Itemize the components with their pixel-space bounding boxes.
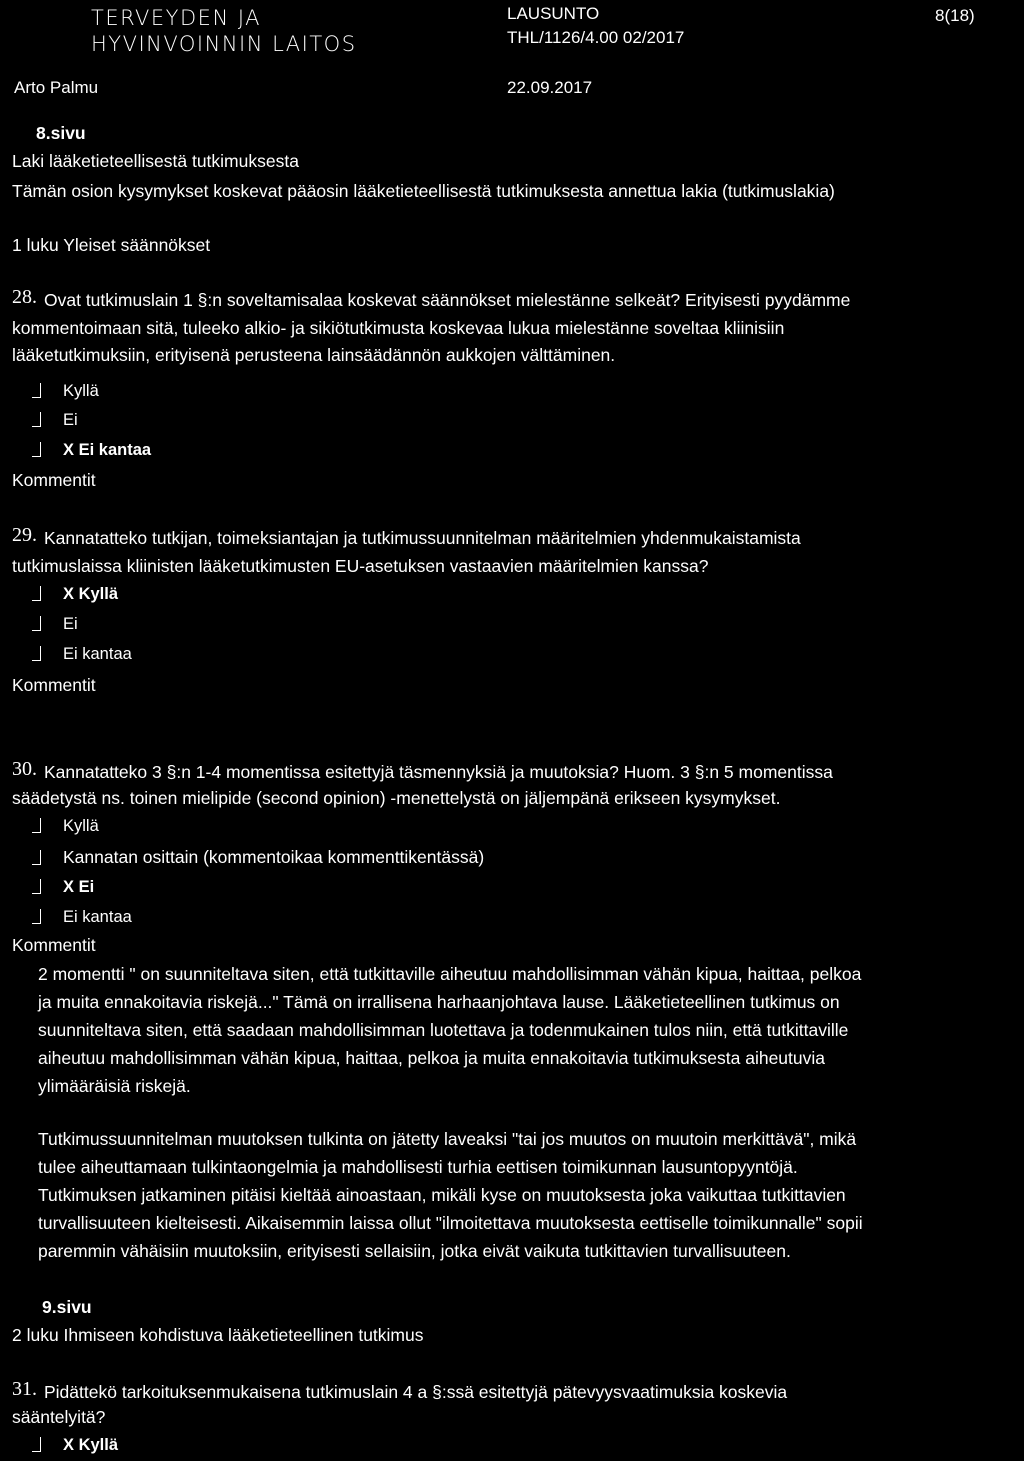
chapter-heading: 2 luku Ihmiseen kohdistuva lääketieteellinen tutkimus (12, 1325, 424, 1345)
chapter-heading: 1 luku Yleiset säännökset (12, 235, 211, 255)
checkbox-mark-icon (32, 616, 41, 631)
section-page-label: 8.sivu (36, 123, 86, 143)
org-name-line1: TERVEYDEN JA (91, 6, 262, 30)
answer-option[interactable]: Ei kantaa (32, 645, 132, 664)
question-number: 30. (12, 758, 37, 780)
question-text-line: lääketutkimuksiin, erityisenä perusteena lainsäädännön aukkojen välttäminen. (12, 345, 616, 365)
comment-text-line: suunniteltava siten, että saadaan mahdollisimman luotettava ja todenmukainen tulos niin, että tutkittaville (38, 1020, 849, 1040)
section-intro: Tämän osion kysymykset koskevat pääosin lääketieteellisestä tutkimuksesta annettua lakia (tutkimuslakia) (12, 181, 835, 201)
checkbox-mark-icon (32, 442, 41, 457)
answer-option-selected[interactable]: X Kyllä (32, 585, 118, 604)
answer-option-selected[interactable]: X Ei kantaa (32, 441, 151, 460)
question-text-line: säädetystä ns. toinen mielipide (second opinion) -menettelystä on jäljempänä erikseen kysymykset. (12, 788, 781, 808)
checkbox-mark-icon (32, 909, 41, 924)
checkbox-mark-icon (32, 383, 41, 398)
comment-text-line: Tutkimuksen jatkaminen pitäisi kieltää ainoastaan, mikäli kyse on muutoksesta joka vaikuttaa tutkittavien (38, 1185, 846, 1205)
answer-option[interactable]: Kannatan osittain (kommentoikaa kommenttikentässä) (32, 846, 484, 868)
comment-label: Kommentit (12, 935, 96, 955)
checkbox-mark-icon (32, 586, 41, 601)
answer-option[interactable]: Kyllä (32, 382, 99, 401)
page-number: 8(18) (935, 6, 975, 25)
section-page-label: 9.sivu (42, 1297, 92, 1317)
question-number: 31. (12, 1378, 37, 1400)
document-number: THL/1126/4.00 02/2017 (507, 28, 685, 47)
answer-option-selected[interactable]: X Ei (32, 878, 94, 897)
question-text-line: tutkimuslaissa kliinisten lääketutkimusten EU-asetuksen vastaavien määritelmien kanssa? (12, 556, 709, 576)
comment-label: Kommentit (12, 470, 96, 490)
question-number: 28. (12, 286, 37, 308)
checkbox-mark-icon (32, 818, 41, 833)
section-title: Laki lääketieteellisestä tutkimuksesta (12, 151, 299, 171)
comment-text-line: 2 momentti " on suunniteltava siten, että tutkittaville aiheutuu mahdollisimman vähän kipua, haittaa, pelkoa (38, 964, 862, 984)
document-date: 22.09.2017 (507, 78, 593, 97)
question-number: 29. (12, 524, 37, 546)
author-name: Arto Palmu (14, 78, 99, 97)
comment-text-line: Tutkimussuunnitelman muutoksen tulkinta on jätetty laveaksi "tai jos muutos on muutoin merkittävä", mikä (38, 1129, 857, 1149)
question-text-line: Ovat tutkimuslain 1 §:n soveltamisalaa koskevat säännökset mielestänne selkeät? Erityisesti pyydämme (44, 290, 851, 310)
comment-label: Kommentit (12, 675, 96, 695)
comment-text-line: tulee aiheuttamaan tulkintaongelmia ja mahdollisesti turhia eettisen toimikunnan lausuntopyyntöjä. (38, 1157, 798, 1177)
checkbox-mark-icon (32, 879, 41, 894)
answer-option[interactable]: Ei (32, 615, 78, 634)
checkbox-mark-icon (32, 646, 41, 661)
question-text-line: Kannatatteko 3 §:n 1-4 momentissa esitettyjä täsmennyksiä ja muutoksia? Huom. 3 §:n 5 momentissa (44, 762, 833, 782)
comment-text-line: ja muita ennakoitavia riskejä..." Tämä on irrallisena harhaanjohtava lause. Lääketieteellinen tutkimus on (38, 992, 840, 1012)
question-text-line: Kannatatteko tutkijan, toimeksiantajan ja tutkimussuunnitelman määritelmien yhdenmukaistamista (44, 528, 801, 548)
question-text-line: Pidättekö tarkoituksenmukaisena tutkimuslain 4 a §:ssä esitettyjä pätevyysvaatimuksia koskevia (44, 1382, 788, 1402)
question-text-line: sääntelyitä? (12, 1407, 106, 1427)
answer-option-selected[interactable]: X Kyllä (32, 1436, 118, 1455)
comment-text-line: turvallisuuteen kielteisesti. Aikaisemmin laissa ollut "ilmoitettava muutoksesta eettiselle toimikunnalle" sopii (38, 1213, 863, 1233)
comment-text-line: aiheutuu mahdollisimman vähän kipua, haittaa, pelkoa ja muita ennakoitavia tutkimuksesta aiheutuvia (38, 1048, 825, 1068)
checkbox-mark-icon (32, 1437, 41, 1452)
comment-text-line: ylimääräisiä riskejä. (38, 1076, 191, 1096)
org-name-line2: HYVINVOINNIN LAITOS (91, 32, 357, 56)
answer-option[interactable]: Kyllä (32, 817, 99, 836)
answer-option[interactable]: Ei kantaa (32, 908, 132, 927)
checkbox-mark-icon (32, 850, 41, 865)
document-type: LAUSUNTO (507, 4, 600, 23)
question-text-line: kommentoimaan sitä, tuleeko alkio- ja sikiötutkimusta koskevaa lukua mielestänne soveltaa kliinisiin (12, 318, 785, 338)
answer-option[interactable]: Ei (32, 411, 78, 430)
comment-text-line: paremmin vähäisiin muutoksiin, erityisesti sellaisiin, jotka eivät vaikuta tutkittavien turvallisuuteen. (38, 1241, 791, 1261)
checkbox-mark-icon (32, 412, 41, 427)
